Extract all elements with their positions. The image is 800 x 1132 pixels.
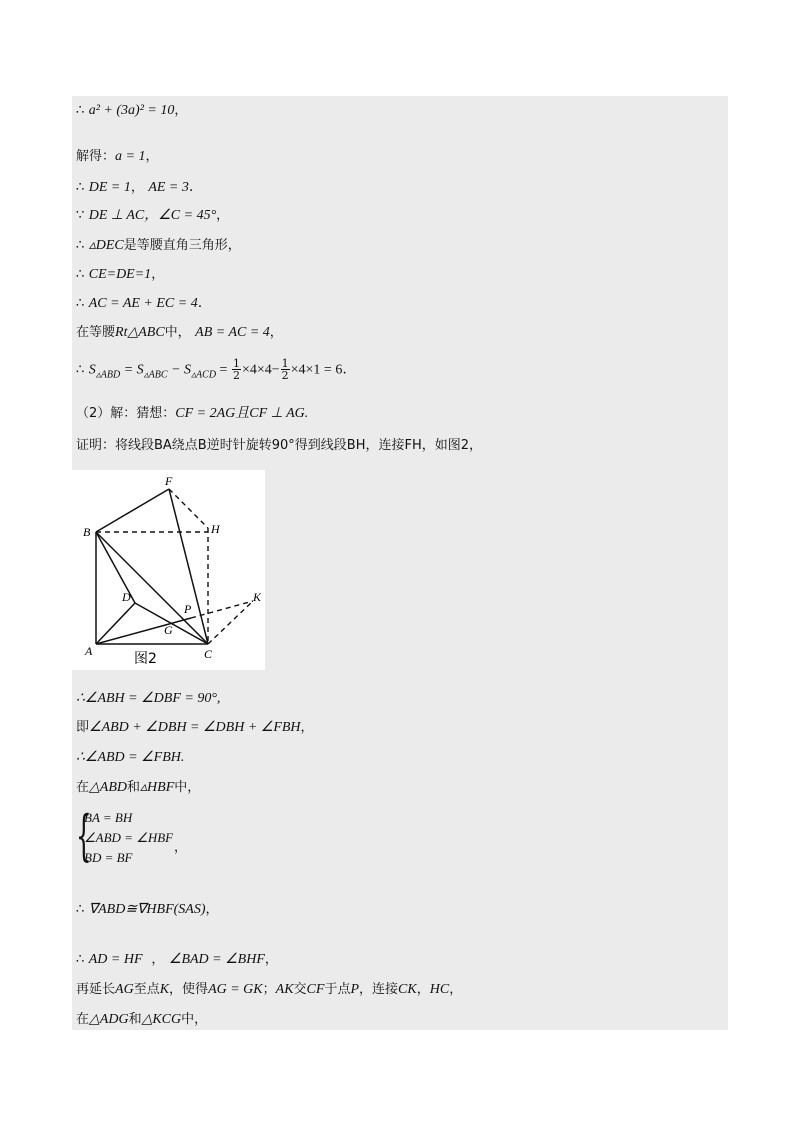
equation-ag-gk: AG = GK <box>208 982 263 997</box>
line-9 <box>76 358 347 384</box>
comma: ， <box>130 180 144 195</box>
triangle-abd: △ABD <box>89 780 127 795</box>
equation-ae: AE = 3 <box>148 180 189 195</box>
system-lines <box>84 808 173 868</box>
line-2 <box>76 147 158 166</box>
comma: ， <box>416 982 430 997</box>
point-k: K <box>159 982 170 997</box>
line-13 <box>76 718 314 737</box>
condition-bd-bf: BD = BF <box>84 850 133 865</box>
line-12 <box>76 689 220 708</box>
equation-ad-hf: AD = HF <box>88 952 143 967</box>
therefore-symbol: ∴ <box>76 180 85 195</box>
triangle-kcg: △KCG <box>141 1012 182 1027</box>
comma: ， <box>300 720 314 735</box>
statement-isosceles-right: 是等腰直角三角形， <box>123 238 241 253</box>
comma: ， <box>174 103 188 118</box>
label-k: K <box>253 590 262 604</box>
therefore-symbol: ∴ <box>76 267 85 282</box>
comma: ， <box>269 325 283 340</box>
line-18 <box>76 980 462 999</box>
line-19 <box>76 1010 207 1029</box>
label-a: A <box>85 644 93 658</box>
congruence-statement: ∇ABD≅∇HBF(SAS) <box>88 902 206 917</box>
comma: ， <box>151 952 165 967</box>
label-g: G <box>164 623 173 637</box>
label-c: C <box>204 647 213 661</box>
text-namely: 即 <box>76 720 90 735</box>
figure-2 <box>72 470 265 670</box>
line-14 <box>76 748 184 767</box>
text-in: 在 <box>76 1012 90 1027</box>
equation-a-squared: a² + (3a)² = 10 <box>88 103 175 118</box>
segment-cf: CF <box>306 982 325 997</box>
label-f: F <box>165 474 173 488</box>
text-in: 中， <box>181 1012 208 1027</box>
denominator: 2 <box>232 369 240 382</box>
text-at-point: 于点 <box>324 982 351 997</box>
comma: ， <box>174 840 188 855</box>
therefore-symbol: ∴ <box>76 238 85 253</box>
equals: = <box>216 362 231 378</box>
text-to-point: 至点 <box>133 982 160 997</box>
line-16 <box>76 900 219 919</box>
proof-intro: 证明：将线段BA绕点B逆时针旋转90°得到线段BH，连接FH，如图2， <box>76 438 482 453</box>
figure-caption: 图2 <box>134 651 157 667</box>
segment-ag: AG <box>115 982 134 997</box>
solve-label: 解得： <box>76 149 116 164</box>
triangle-adg: △ADG <box>89 1012 129 1027</box>
fraction-half <box>281 358 290 381</box>
segment-ak: AK <box>275 982 294 997</box>
label-d: D <box>122 590 131 604</box>
geometry-diagram <box>72 470 265 670</box>
triangle-dec: ▵DEC <box>88 238 124 253</box>
line-3 <box>76 178 193 197</box>
product-result: ×4×1 = 6 <box>290 362 343 378</box>
area-symbol: S <box>88 362 96 378</box>
therefore-symbol: ∴ <box>76 362 85 378</box>
numerator: 1 <box>232 357 240 370</box>
conjecture-equation: CF = 2AG且CF ⊥ AG. <box>175 406 309 421</box>
text-connect: ，连接 <box>359 982 399 997</box>
triangle-hbf: ▵HBF <box>140 780 175 795</box>
comma: ， <box>216 208 230 223</box>
label-h: H <box>211 522 220 536</box>
line-11 <box>76 436 482 455</box>
text-intersect: 交 <box>293 982 307 997</box>
therefore-symbol: ∴ <box>76 902 85 917</box>
comma: ， <box>145 149 159 164</box>
text-in: 中， <box>174 780 201 795</box>
text-in-isosceles: 在等腰 <box>76 325 116 340</box>
label-p: P <box>184 602 192 616</box>
line-10 <box>76 404 308 423</box>
condition-ba-bh: BA = BH <box>84 810 133 825</box>
line-4 <box>76 206 229 225</box>
denominator: 2 <box>281 369 289 382</box>
equation-ab-ac: AB = AC = 4 <box>195 325 270 340</box>
comma: ， <box>264 952 278 967</box>
therefore-symbol: ∴ <box>76 103 85 118</box>
period: . <box>342 361 347 378</box>
angle-bad-bhf: ∠BAD = ∠BHF <box>168 952 265 967</box>
line-5 <box>76 236 241 255</box>
therefore-symbol: ∴ <box>76 296 85 311</box>
angle-equation-abh: ∴∠ABH = ∠DBF = 90°, <box>76 691 221 706</box>
segment-ck: CK <box>398 982 417 997</box>
line-7 <box>76 294 202 313</box>
condition-perpendicular: DE ⊥ AC，∠C = 45° <box>88 208 217 223</box>
area-subscript-abd: ▵ABD <box>95 369 121 381</box>
comma: ， <box>449 982 463 997</box>
angle-equation-abd-fbh: ∴∠ABD = ∠FBH. <box>76 750 185 765</box>
condition-angle: ∠ABD = ∠HBF <box>84 830 174 845</box>
area-subscript-acd: ▵ACD <box>191 369 217 381</box>
line-6 <box>76 265 164 284</box>
therefore-symbol: ∴ <box>76 952 85 967</box>
period: . <box>197 295 203 311</box>
segment-hc: HC <box>429 982 450 997</box>
left-brace: { <box>76 804 92 867</box>
angle-sum-equation: ∠ABD + ∠DBH = ∠DBH + ∠FBH <box>89 720 301 735</box>
equation-ce-de: CE=DE=1 <box>88 267 152 282</box>
line-8 <box>76 323 283 342</box>
text-such-that: ，使得 <box>169 982 209 997</box>
product-term: ×4×4− <box>241 362 280 378</box>
system-comma <box>174 838 187 857</box>
area-subscript-abc: ▵ABC <box>143 369 168 381</box>
text-in: 中， <box>164 325 191 340</box>
equation-de: DE = 1 <box>88 180 131 195</box>
period: . <box>188 179 194 195</box>
equation-ac: AC = AE + EC = 4 <box>88 296 198 311</box>
area-symbol: = S <box>120 362 144 378</box>
text-and: 和 <box>127 780 141 795</box>
triangle-abc: Rt△ABC <box>115 325 165 340</box>
text-in: 在 <box>76 780 90 795</box>
comma: ， <box>205 902 219 917</box>
text-extend: 再延长 <box>76 982 116 997</box>
semicolon: ； <box>262 982 276 997</box>
text-and: 和 <box>128 1012 142 1027</box>
area-symbol: − S <box>167 362 192 378</box>
comma: ， <box>151 267 165 282</box>
line-17 <box>76 950 278 969</box>
fraction-half <box>232 358 241 381</box>
line-1 <box>76 101 187 120</box>
numerator: 1 <box>281 357 289 370</box>
part-2-guess-label: （2）解：猜想： <box>76 406 176 421</box>
point-p: P <box>350 982 360 997</box>
equation-a-value: a = 1 <box>115 149 146 164</box>
label-b: B <box>83 525 91 539</box>
line-15 <box>76 778 200 797</box>
because-symbol: ∵ <box>76 208 85 223</box>
